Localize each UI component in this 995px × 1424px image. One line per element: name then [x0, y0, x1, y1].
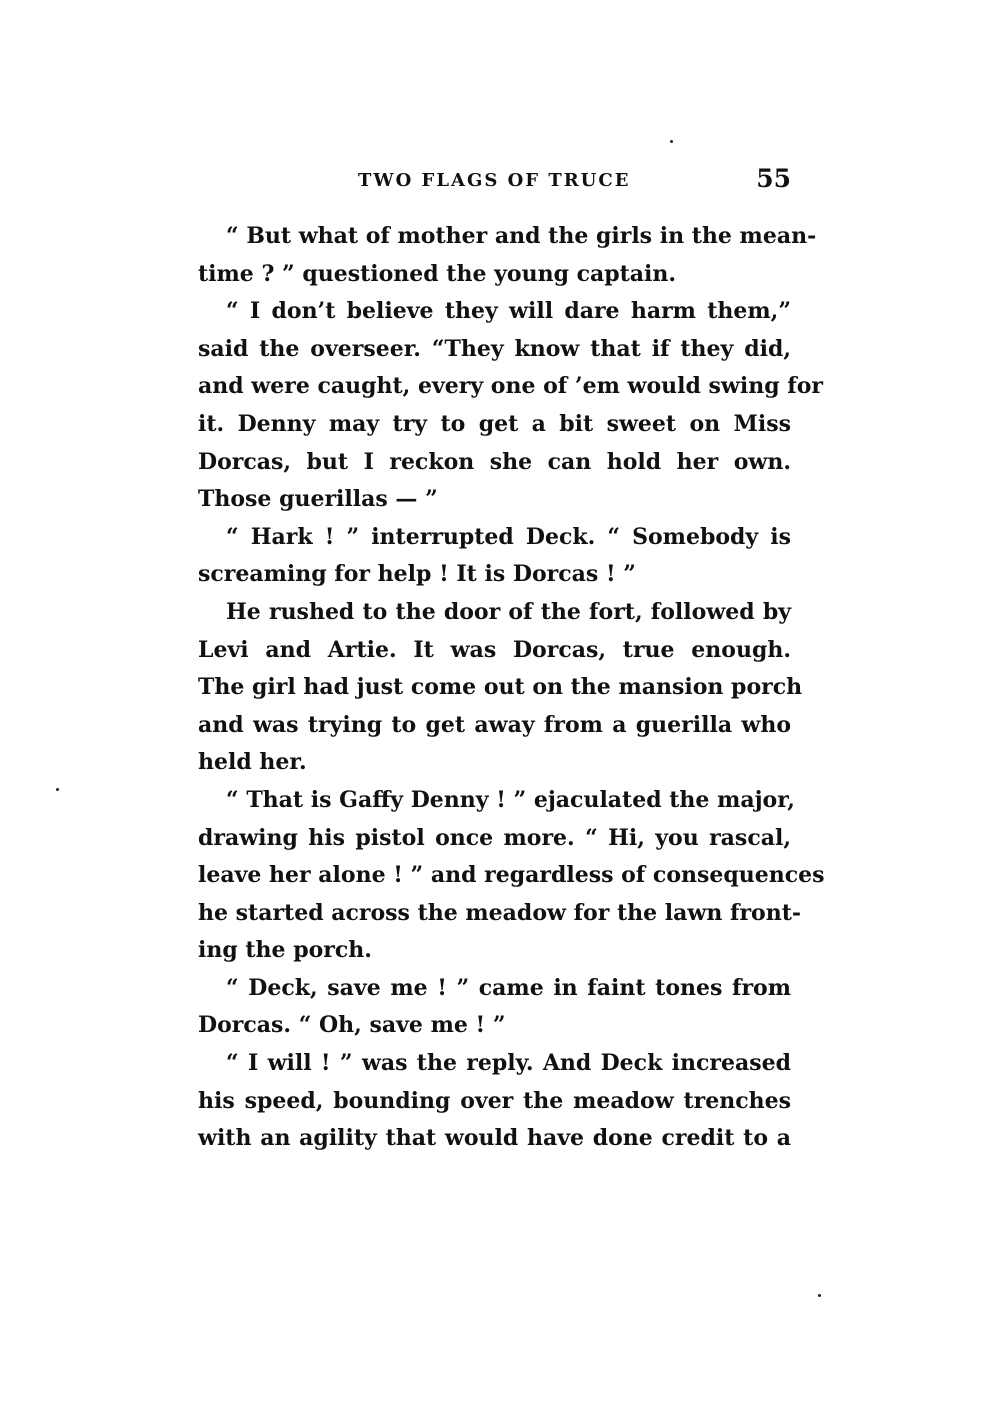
- text-line: with an agility that would have done credit to a: [198, 1125, 791, 1152]
- body-text: [198, 218, 825, 1158]
- text-line: The girl had just come out on the mansion porch: [198, 674, 803, 701]
- text-line: “ Deck, save me ! ” came in faint tones from: [226, 974, 791, 1001]
- text-line: and was trying to get away from a guerilla who: [198, 711, 791, 738]
- text-line: it. Denny may try to get a bit sweet on Miss: [198, 410, 791, 437]
- text-line: and were caught, every one of ’em would swing for: [198, 373, 823, 400]
- print-speck: [56, 788, 59, 791]
- text-line: held her.: [198, 749, 307, 776]
- text-line: “ Hark ! ” interrupted Deck. “ Somebody is: [226, 523, 791, 550]
- page-number: 55: [756, 164, 791, 193]
- text-line: drawing his pistol once more. “ Hi, you rascal,: [198, 824, 791, 851]
- text-line: Dorcas, but I reckon she can hold her own.: [198, 448, 791, 475]
- text-line: time ? ” questioned the young captain.: [198, 260, 677, 287]
- text-line: Those guerillas — ”: [198, 486, 438, 513]
- text-line: leave her alone ! ” and regardless of consequences: [198, 862, 825, 889]
- text-line: “ But what of mother and the girls in the mean-: [226, 223, 817, 249]
- text-line: “ That is Gaffy Denny ! ” ejaculated the major,: [226, 786, 795, 813]
- running-head: [198, 164, 791, 196]
- text-line: his speed, bounding over the meadow trenches: [198, 1087, 791, 1114]
- print-speck: [818, 1294, 821, 1297]
- text-line: ing the porch.: [198, 937, 372, 964]
- running-title: TWO FLAGS OF TRUCE: [358, 170, 631, 191]
- text-line: said the overseer. “They know that if they did,: [198, 335, 791, 362]
- text-line: “ I will ! ” was the reply. And Deck increased: [226, 1050, 791, 1077]
- print-speck: [670, 140, 673, 143]
- text-line: He rushed to the door of the fort, followed by: [226, 598, 791, 625]
- text-line: “ I don’t believe they will dare harm them,”: [226, 298, 791, 325]
- text-line: he started across the meadow for the lawn front-: [198, 899, 802, 926]
- text-line: Levi and Artie. It was Dorcas, true enough.: [198, 636, 791, 663]
- text-line: Dorcas. “ Oh, save me ! ”: [198, 1012, 506, 1039]
- text-line: screaming for help ! It is Dorcas ! ”: [198, 561, 636, 588]
